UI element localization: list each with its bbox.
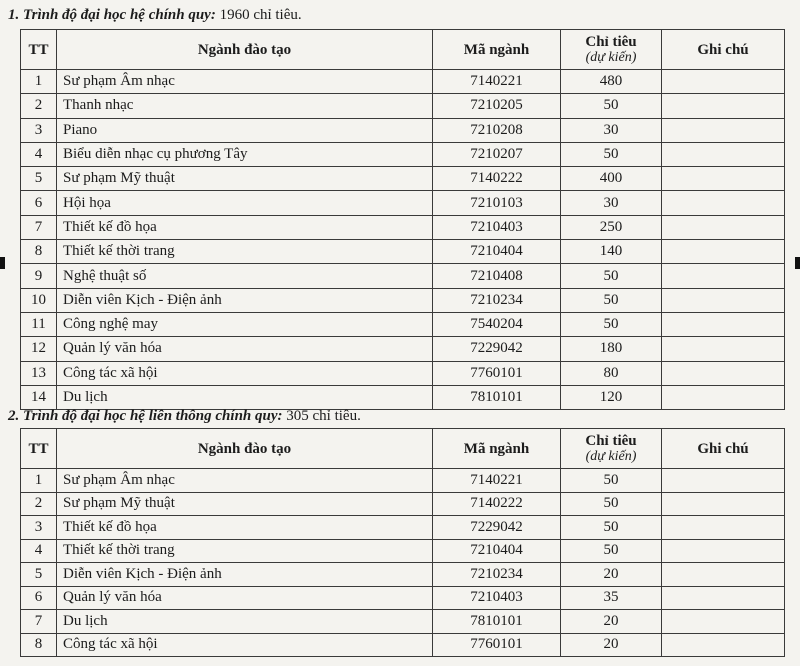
cell-name: Công nghệ may bbox=[57, 312, 433, 336]
cell-note bbox=[662, 563, 785, 587]
cell-tt: 8 bbox=[21, 633, 57, 657]
cell-tt: 5 bbox=[21, 167, 57, 191]
cell-name: Thiết kế đồ họa bbox=[57, 516, 433, 540]
table-row bbox=[21, 492, 785, 516]
cell-tt: 8 bbox=[21, 240, 57, 264]
cell-code: 7210404 bbox=[433, 539, 561, 563]
table-row bbox=[21, 385, 785, 409]
cell-note bbox=[662, 469, 785, 493]
table-row bbox=[21, 633, 785, 657]
cell-tt: 9 bbox=[21, 264, 57, 288]
table-header-row bbox=[21, 429, 785, 469]
cell-quota: 20 bbox=[561, 610, 662, 634]
cell-quota: 30 bbox=[561, 191, 662, 215]
cell-note bbox=[662, 70, 785, 94]
table-row bbox=[21, 264, 785, 288]
cell-note bbox=[662, 167, 785, 191]
cell-code: 7140222 bbox=[433, 167, 561, 191]
header-note: Ghi chú bbox=[662, 429, 785, 469]
cell-code: 7210403 bbox=[433, 586, 561, 610]
cell-note bbox=[662, 264, 785, 288]
scan-edge-mark-right bbox=[795, 257, 800, 269]
cell-quota: 140 bbox=[561, 240, 662, 264]
cell-name: Công tác xã hội bbox=[57, 633, 433, 657]
cell-code: 7210234 bbox=[433, 288, 561, 312]
table-row bbox=[21, 142, 785, 166]
cell-code: 7210103 bbox=[433, 191, 561, 215]
cell-tt: 11 bbox=[21, 312, 57, 336]
header-name: Ngành đào tạo bbox=[57, 429, 433, 469]
cell-name: Thiết kế đồ họa bbox=[57, 215, 433, 239]
cell-name: Biểu diễn nhạc cụ phương Tây bbox=[57, 142, 433, 166]
table-row bbox=[21, 94, 785, 118]
cell-quota: 180 bbox=[561, 337, 662, 361]
cell-code: 7210205 bbox=[433, 94, 561, 118]
cell-note bbox=[662, 633, 785, 657]
cell-code: 7229042 bbox=[433, 337, 561, 361]
cell-name: Diễn viên Kịch - Điện ảnh bbox=[57, 563, 433, 587]
cell-code: 7760101 bbox=[433, 361, 561, 385]
header-note: Ghi chú bbox=[662, 30, 785, 70]
cell-quota: 80 bbox=[561, 361, 662, 385]
table-row bbox=[21, 191, 785, 215]
table-row bbox=[21, 337, 785, 361]
table-row bbox=[21, 361, 785, 385]
cell-quota: 400 bbox=[561, 167, 662, 191]
table-header-row bbox=[21, 30, 785, 70]
cell-name: Piano bbox=[57, 118, 433, 142]
cell-note bbox=[662, 191, 785, 215]
cell-code: 7810101 bbox=[433, 385, 561, 409]
cell-quota: 50 bbox=[561, 539, 662, 563]
cell-quota: 35 bbox=[561, 586, 662, 610]
cell-name: Sư phạm Mỹ thuật bbox=[57, 492, 433, 516]
cell-note bbox=[662, 586, 785, 610]
cell-quota: 50 bbox=[561, 264, 662, 288]
cell-note bbox=[662, 516, 785, 540]
cell-code: 7210403 bbox=[433, 215, 561, 239]
cell-name: Thiết kế thời trang bbox=[57, 539, 433, 563]
cell-quota: 250 bbox=[561, 215, 662, 239]
cell-code: 7140221 bbox=[433, 70, 561, 94]
cell-code: 7210404 bbox=[433, 240, 561, 264]
cell-tt: 7 bbox=[21, 610, 57, 634]
cell-name: Quản lý văn hóa bbox=[57, 337, 433, 361]
table-row bbox=[21, 118, 785, 142]
transfer-program-table bbox=[20, 428, 785, 657]
cell-name: Du lịch bbox=[57, 385, 433, 409]
section-2-title: 2. Trình độ đại học hệ liên thông chính quy: 305 chỉ tiêu. bbox=[8, 408, 361, 424]
cell-quota: 20 bbox=[561, 563, 662, 587]
cell-quota: 50 bbox=[561, 492, 662, 516]
cell-note bbox=[662, 288, 785, 312]
cell-note bbox=[662, 118, 785, 142]
cell-tt: 7 bbox=[21, 215, 57, 239]
cell-code: 7210234 bbox=[433, 563, 561, 587]
cell-note bbox=[662, 215, 785, 239]
table-row bbox=[21, 70, 785, 94]
table-row bbox=[21, 516, 785, 540]
cell-name: Công tác xã hội bbox=[57, 361, 433, 385]
cell-name: Quản lý văn hóa bbox=[57, 586, 433, 610]
cell-tt: 12 bbox=[21, 337, 57, 361]
cell-note bbox=[662, 610, 785, 634]
cell-name: Sư phạm Mỹ thuật bbox=[57, 167, 433, 191]
cell-code: 7760101 bbox=[433, 633, 561, 657]
cell-tt: 4 bbox=[21, 539, 57, 563]
cell-code: 7210408 bbox=[433, 264, 561, 288]
cell-note bbox=[662, 240, 785, 264]
header-name: Ngành đào tạo bbox=[57, 30, 433, 70]
cell-quota: 50 bbox=[561, 516, 662, 540]
table-row bbox=[21, 167, 785, 191]
cell-tt: 14 bbox=[21, 385, 57, 409]
table-row bbox=[21, 610, 785, 634]
cell-quota: 50 bbox=[561, 94, 662, 118]
cell-name: Diễn viên Kịch - Điện ảnh bbox=[57, 288, 433, 312]
scan-edge-mark-left bbox=[0, 257, 5, 269]
cell-name: Du lịch bbox=[57, 610, 433, 634]
cell-name: Hội họa bbox=[57, 191, 433, 215]
cell-note bbox=[662, 492, 785, 516]
cell-tt: 4 bbox=[21, 142, 57, 166]
cell-note bbox=[662, 94, 785, 118]
cell-tt: 3 bbox=[21, 516, 57, 540]
cell-tt: 1 bbox=[21, 469, 57, 493]
cell-note bbox=[662, 312, 785, 336]
cell-code: 7210208 bbox=[433, 118, 561, 142]
cell-quota: 50 bbox=[561, 312, 662, 336]
table-row bbox=[21, 469, 785, 493]
cell-tt: 10 bbox=[21, 288, 57, 312]
cell-code: 7210207 bbox=[433, 142, 561, 166]
cell-name: Nghệ thuật số bbox=[57, 264, 433, 288]
cell-name: Thanh nhạc bbox=[57, 94, 433, 118]
header-tt: TT bbox=[21, 30, 57, 70]
cell-tt: 2 bbox=[21, 492, 57, 516]
cell-name: Thiết kế thời trang bbox=[57, 240, 433, 264]
cell-quota: 50 bbox=[561, 469, 662, 493]
header-tt: TT bbox=[21, 429, 57, 469]
cell-quota: 50 bbox=[561, 142, 662, 166]
cell-name: Sư phạm Âm nhạc bbox=[57, 469, 433, 493]
cell-tt: 2 bbox=[21, 94, 57, 118]
cell-quota: 120 bbox=[561, 385, 662, 409]
section-1-title: 1. Trình độ đại học hệ chính quy: 1960 chỉ tiêu. bbox=[8, 7, 302, 23]
cell-tt: 3 bbox=[21, 118, 57, 142]
table-row bbox=[21, 288, 785, 312]
cell-code: 7140222 bbox=[433, 492, 561, 516]
cell-quota: 480 bbox=[561, 70, 662, 94]
header-quota: Chỉ tiêu (dự kiến) bbox=[561, 429, 662, 469]
cell-note bbox=[662, 142, 785, 166]
cell-quota: 50 bbox=[561, 288, 662, 312]
cell-code: 7810101 bbox=[433, 610, 561, 634]
header-code: Mã ngành bbox=[433, 429, 561, 469]
cell-code: 7540204 bbox=[433, 312, 561, 336]
cell-note bbox=[662, 361, 785, 385]
table-row bbox=[21, 539, 785, 563]
table-row bbox=[21, 312, 785, 336]
cell-note bbox=[662, 337, 785, 361]
header-code: Mã ngành bbox=[433, 30, 561, 70]
table-row bbox=[21, 215, 785, 239]
cell-code: 7229042 bbox=[433, 516, 561, 540]
cell-note bbox=[662, 385, 785, 409]
regular-program-table bbox=[20, 29, 785, 410]
cell-quota: 20 bbox=[561, 633, 662, 657]
cell-tt: 6 bbox=[21, 191, 57, 215]
table-row bbox=[21, 586, 785, 610]
cell-quota: 30 bbox=[561, 118, 662, 142]
cell-code: 7140221 bbox=[433, 469, 561, 493]
cell-tt: 1 bbox=[21, 70, 57, 94]
cell-note bbox=[662, 539, 785, 563]
table-row bbox=[21, 563, 785, 587]
cell-tt: 6 bbox=[21, 586, 57, 610]
cell-tt: 5 bbox=[21, 563, 57, 587]
header-quota: Chỉ tiêu (dự kiến) bbox=[561, 30, 662, 70]
cell-name: Sư phạm Âm nhạc bbox=[57, 70, 433, 94]
table-row bbox=[21, 240, 785, 264]
cell-tt: 13 bbox=[21, 361, 57, 385]
